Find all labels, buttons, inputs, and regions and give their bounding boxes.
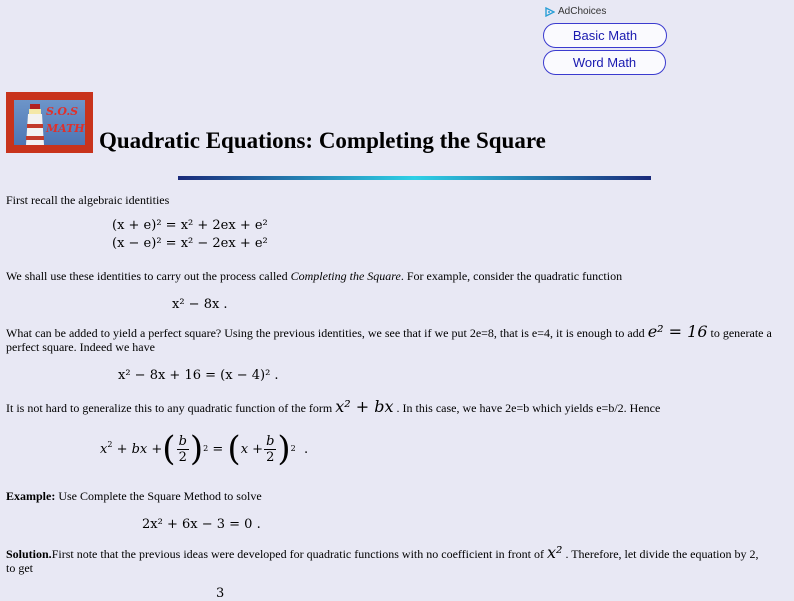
example-text: Use Complete the Square Method to solve: [55, 489, 262, 503]
solution-paragraph: [6, 545, 759, 562]
solution-math: x²: [547, 543, 563, 562]
example-paragraph: [6, 489, 262, 504]
recall-paragraph: First recall the algebraic identities: [6, 193, 170, 207]
equation-1: x² − 8x .: [172, 297, 228, 312]
equation-4: 2x² + 6x − 3 = 0 .: [142, 517, 261, 532]
adchoices-label: AdChoices: [558, 6, 607, 17]
generalize-paragraph: [6, 399, 660, 416]
perfect-square-paragraph: [6, 324, 772, 341]
page-title: Quadratic Equations: Completing the Square: [99, 128, 546, 153]
solution-text: First note that the previous ideas were developed for quadratic functions with no coefficient in front of: [51, 547, 547, 561]
identity-line-2: (x − e)² = x² − 2ex + e²: [112, 236, 268, 251]
identity-line-1: (x + e)² = x² + 2ex + e²: [112, 218, 268, 233]
lighthouse-icon: [24, 104, 46, 145]
title-divider: [178, 176, 651, 180]
perfect-square-paragraph-l2: perfect square. Indeed we have: [6, 340, 155, 354]
equation-5-fraction-numerator: 3: [216, 586, 225, 601]
solution-text-post: . Therefore, let divide the equation by 2,: [562, 547, 759, 561]
what-math: e² = 16: [647, 322, 708, 341]
use-paragraph: [6, 269, 622, 284]
adchoices-icon: [545, 7, 555, 17]
adchoices-link[interactable]: [545, 6, 606, 17]
use-text-em: Completing the Square: [290, 269, 401, 283]
solution-paragraph-l2: to get: [6, 561, 33, 575]
use-text-post: . For example, consider the quadratic function: [400, 269, 623, 283]
solution-label: Solution.: [6, 547, 52, 561]
gen-math: x² + bx: [335, 397, 394, 416]
equation-3: $x^2$ + bx + ( $\frac{b}{2}$ ) 2 = ( x + $\frac{b}{2}$ ) 2 .: [100, 429, 309, 469]
gen-text-post: . In this case, we have 2e=b which yields e=b/2. Hence: [393, 401, 661, 415]
example-label: Example:: [6, 489, 56, 503]
logo-text-sos: S.O.S: [46, 105, 79, 118]
what-text-post: to generate a: [707, 326, 772, 340]
equation-2: x² − 8x + 16 = (x − 4)² .: [118, 368, 279, 383]
use-text-pre: We shall use these identities to carry out the process called: [6, 269, 291, 283]
word-math-button[interactable]: Word Math: [543, 50, 666, 75]
gen-text-pre: It is not hard to generalize this to any quadratic function of the form: [6, 401, 336, 415]
logo-text-math: MATH: [46, 122, 85, 135]
sos-math-logo[interactable]: [6, 92, 93, 153]
basic-math-button[interactable]: Basic Math: [543, 23, 667, 48]
what-text-pre: What can be added to yield a perfect square? Using the previous identities, we see that if we put 2e=8, that is e=4, it is enough to add: [6, 326, 648, 340]
